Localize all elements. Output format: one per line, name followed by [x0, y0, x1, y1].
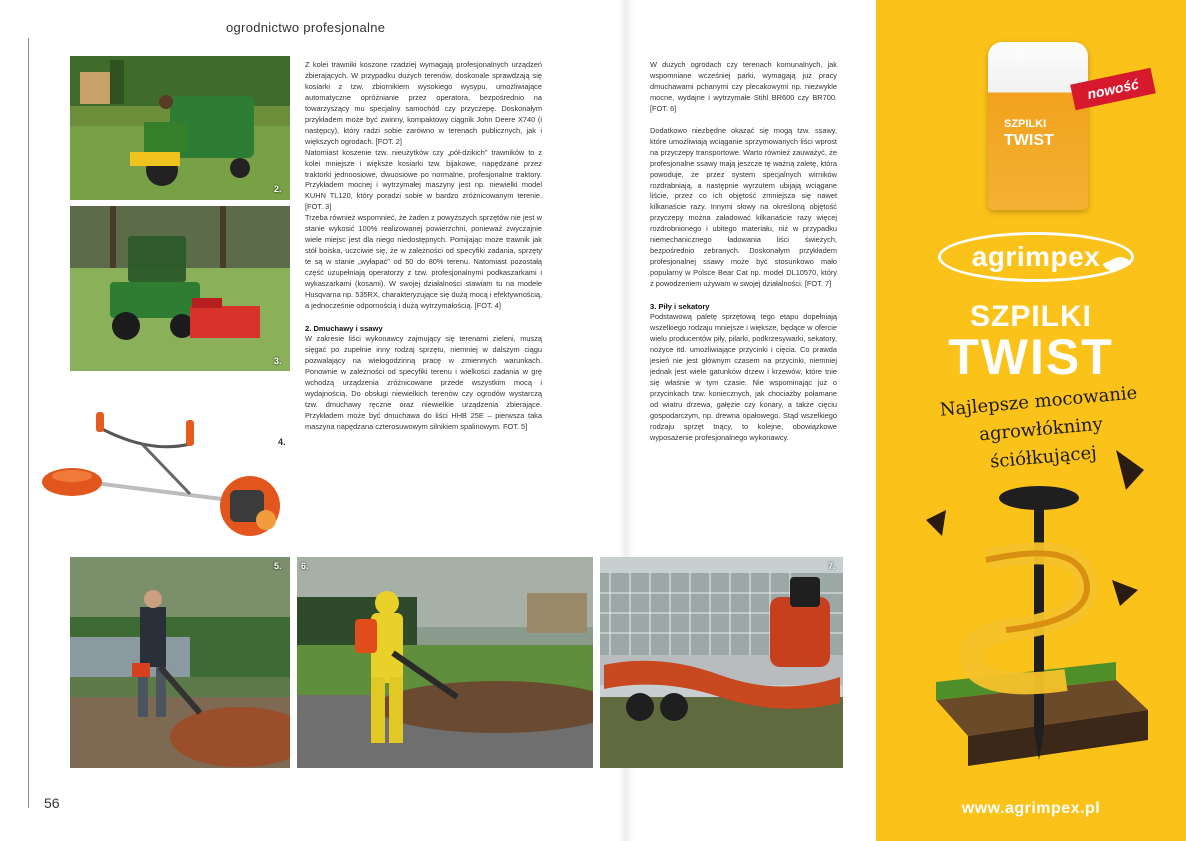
figure-number-7: 7. — [828, 561, 836, 571]
section-heading-saws: 3. Piły i sekatory — [650, 302, 710, 312]
photo-leaf-blower-handheld — [70, 557, 290, 768]
agrimpex-advertisement — [876, 0, 1186, 841]
garden-spike-illustration — [916, 440, 1156, 770]
leaf-blower-handheld-image — [70, 557, 290, 768]
backpack-blower-image — [297, 557, 593, 768]
text-column-2 — [650, 60, 837, 444]
section-heading-blowers: 2. Dmuchawy i ssawy — [305, 323, 383, 333]
figure-number-4: 4. — [278, 437, 286, 447]
brushcutter-image — [40, 404, 286, 549]
figure-number-5: 5. — [274, 561, 282, 571]
ad-tagline: Najlepsze mocowanie agrowłókniny ściółkującej — [938, 382, 1139, 473]
leaf-loader-image — [600, 557, 843, 768]
figure-number-6: 6. — [301, 561, 309, 571]
paragraph: Z kolei trawniki koszone rzadziej wymagają profesjonalnych urządzeń zbierających. W przypadku dużych terenów, doskonale sprawdzają się kosiarki z tzw. zbiornikiem wysokiego wysypu, umożliwiające automatyczne opróżnianie przez operatora, bezpośrednio na towarzyszący mu specjalny samochód czy przyczepę. Doskonałym przykładem może być zwinny, kompaktowy ciągnik John Deere X740 (i następcy), który radzi sobie zarówno w terenach publicznych, jak i większych ogrodach. [FOT. 2] — [305, 60, 542, 146]
paragraph: W zakresie liści wykonawcy zajmujący się terenami zieleni, muszą sięgać po zupełnie inny rodzaj sprzętu, niemniej w dalszym ciągu pozwalający na wielogodzinną pracę w zmiennych warunkach. Ponownie w zależności od specyfiki terenu i wielkości zadania w grę wchodzą urządzenia zróżnicowane przede wszystkim mocą i wydajnością. Do obsługi niewielkich terenów czy ogrodów wystarczą tzw. dmuchawy ręczne oraz niewielkie urządzenia zbierające. Przykładem może być dmuchawa do liści HHB 25E – pierwsza taka maszyna napędzana czterosuwowym silnikiem spalinowym. FOT. 5] — [305, 333, 542, 431]
text-column-1 — [305, 60, 542, 433]
photo-tractor-mower — [70, 56, 290, 200]
page-number: 56 — [44, 795, 60, 811]
paragraph: Dodatkowo niezbędne okazać się mogą tzw. ssawy, które umożliwiają wciąganie sprzymowanych liści wprost na przyczepy transportowe. Warto również zauważyć, że profesjonalne ssawy mają jeszcze tę ważną zaletę, która powoduje, że przez system specjalnych wirników rozdrabniają, a następnie wyrzutem ubijają wciągane liście, przez co ich objętość zmniejsza się nawet kilkanaście razy. Innymi słowy na określoną objętość przyczepy można załadować kilkanaście razy więcej rozdrobnionego i ubitego materiału, niż w przypadku niemechanicznego ładowania liści świeżych, bezpośrednio zebranych. Doskonałym przykładem profesjonalnej ssawy może być stosunkowo mało popularny w Polsce Bear Cat np. model DL10570, który z powodzeniem używam w swojej działalności. [FOT. 7] — [650, 125, 837, 289]
margin-rule — [28, 38, 29, 808]
section-title: ogrodnictwo profesjonalne — [226, 20, 386, 35]
package-label-line2: TWIST — [1004, 132, 1054, 149]
paragraph: W dużych ogrodach czy terenach komunalnych, jak wspomniane wcześniej parki, wymagają już pracy dmuchawami pchanymi czy plecakowymi np. niezwykle mocne, wydajne i wytrzymałe Stihl BR600 czy BR700. [FOT. 6] — [650, 60, 837, 113]
paragraph: Natomiast koszenie tzw. nieużytków czy „pół-dzikich" trawników to z kolei mniejsze i większe kosiarki tzw. bijakowe, napędzane przez traktorki jednoosiowe, dwuosiowe po normalne, profesjonalne traktory. Przykładem mocnej i wytrzymałej maszyny jest np. niewielki model KUHN TL120, który poradzi sobie w bardzo zróżnicowanym terenie. [FOT. 3] — [305, 147, 542, 212]
photo-backpack-blower — [297, 557, 593, 768]
photo-brushcutter — [40, 404, 286, 549]
ad-website-url[interactable]: www.agrimpex.pl — [961, 800, 1101, 817]
agrimpex-logo: agrimpex — [938, 232, 1134, 282]
ad-headline-line2: TWIST — [948, 329, 1114, 385]
package-label-line1: SZPILKI — [1004, 118, 1047, 130]
tractor-mower-image — [70, 56, 290, 200]
ad-headline-line1: SZPILKI — [969, 300, 1092, 333]
new-badge: nowość — [1070, 68, 1156, 110]
photo-compact-tractor — [70, 206, 290, 371]
paragraph: Podstawową paletę sprzętową tego etapu dopełniają wszelkiego rodzaju mniejsze i większe, będące w ofercie wielu producentów piły, pilarki, podkrzesywarki, sekatory, nożyce itd. umożliwiające przycinki i cięcia. Co prawda jesień nie jest głównym czasem na przycinki, niemniej jednak jest wiele gatunków drzew i krzewów, które tnie się właśnie w tym czasie. Nie wspominając już o przycinkach tzw. koniecznych, jak chociażby połamane od wiatru drzewa, gałęzie czy konary, a także cięciu gospodarczym, np. drewna opałowego. Stąd wszelkiego rodzaju sprzęt tnący, to kolejne, obowiązkowe wyposażenie profesjonalnego wykonawcy. — [650, 312, 837, 442]
photo-leaf-loader — [600, 557, 843, 768]
paragraph: Trzeba również wspomnieć, że żaden z powyższych sprzętów nie jest w stanie wykosić 100% realizowanej powierzchni, ponieważ zwyczajnie wiele miejsc jest dla niego niedostępnych. Pomijając może trawnik jak stół boiska, uczciwie się, że w zależności od specyfiki zadania, sprzęty te są w stanie „wyłapać" od 50 do 80% terenu. Natomiast pozostałą część uzupełniają operatorzy z tzw. profesjonalnymi podkaszarkami i wykaszarkami (kosami). W swojej działalności stawiam tu na modele Husqvarna np. 535RX, charakteryzujące się dużą mocą i efektywnością, a jednocześnie odpornością i dużą wytrzymałością. [FOT. 4] — [305, 213, 542, 310]
figure-number-3: 3. — [274, 356, 282, 366]
compact-tractor-image — [70, 206, 290, 371]
figure-number-2: 2. — [274, 184, 282, 194]
